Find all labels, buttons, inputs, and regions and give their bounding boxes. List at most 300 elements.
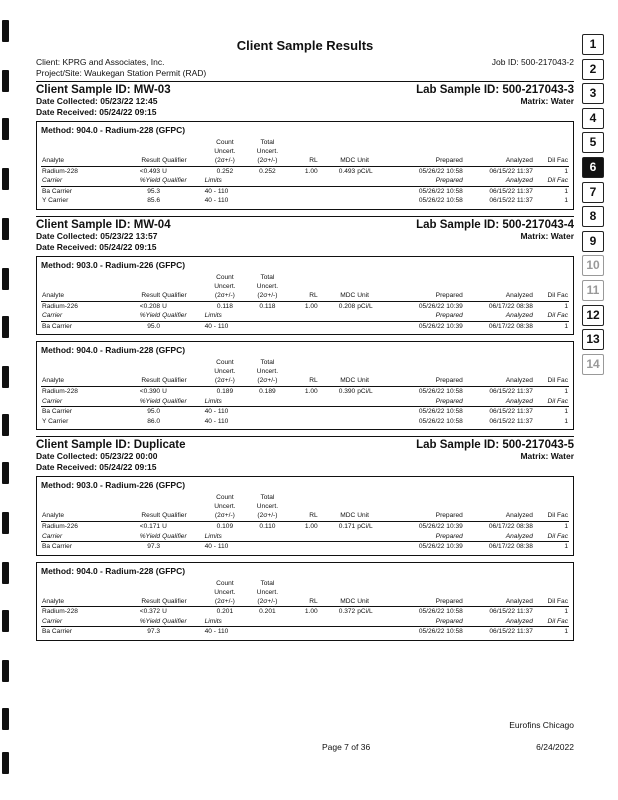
column-header-row: [41, 597, 569, 607]
column-header-sigma: (2σ+/-): [204, 291, 247, 301]
footer-left-spacer: [36, 742, 156, 752]
carrier-header-yield: %Yield: [119, 176, 162, 186]
carrier-yield: 86.0: [147, 417, 161, 425]
carrier-qualifier: [161, 417, 204, 427]
uncert-header: Uncert.: [256, 282, 279, 290]
header-spacer: [119, 493, 162, 502]
carrier-header-yield: %Yield: [119, 617, 162, 627]
column-header-result: Result: [119, 597, 162, 607]
header-spacer: [534, 138, 569, 147]
results-table: [41, 493, 569, 551]
carrier-header-qualifier: Qualifier: [161, 617, 204, 627]
method-title: Method: 903.0 - Radium-226 (GFPC): [41, 480, 186, 491]
carrier-header-carrier: Carrier: [41, 532, 119, 542]
column-header-result: Result: [119, 291, 162, 301]
carrier-header-limits: Limits: [204, 176, 247, 186]
column-header-rl: RL: [289, 291, 319, 301]
carrier-analyzed: 06/17/22 08:38: [488, 543, 533, 551]
header-spacer: [289, 579, 319, 588]
edge-mark: [2, 118, 9, 140]
header-spacer: [534, 282, 569, 291]
header-spacer: [356, 282, 389, 291]
carrier-header-prepared: Prepared: [389, 311, 464, 321]
carrier-header-qualifier: Qualifier: [161, 397, 204, 407]
method-box: [36, 256, 574, 335]
tab-10[interactable]: 10: [582, 255, 604, 276]
total-header: Total: [260, 273, 275, 281]
header-spacer: [464, 282, 534, 291]
carrier-prepared: 05/26/22 10:58: [418, 417, 463, 425]
header-spacer: [161, 579, 204, 588]
matrix: Matrix: Water: [520, 96, 574, 106]
sample-divider: [36, 216, 574, 217]
tab-4[interactable]: 4: [582, 108, 604, 129]
carrier-spacer: [319, 542, 357, 552]
cell-unit: pCi/L: [357, 302, 373, 310]
column-header-sigma: (2σ+/-): [204, 376, 247, 386]
collected-line: [36, 231, 574, 242]
carrier-header-dil: Dil Fac: [534, 532, 569, 542]
carrier-analyzed: 06/15/22 11:37: [489, 408, 533, 416]
super-header-row: [41, 138, 569, 147]
header-spacer: [534, 273, 569, 282]
tab-7[interactable]: 7: [582, 182, 604, 203]
column-header-sigma: (2σ+/-): [204, 511, 247, 521]
cell-mdc: 0.208: [338, 302, 356, 310]
carrier-prepared: 05/26/22 10:39: [418, 543, 463, 551]
cell-analyzed: 06/17/22 08:38: [488, 302, 533, 310]
column-header-unit: Unit: [356, 376, 389, 386]
column-header-row: [41, 376, 569, 386]
carrier-name: Y Carrier: [42, 417, 69, 425]
cell-rl: 1.00: [304, 522, 318, 530]
header-spacer: [464, 138, 534, 147]
carrier-header-yield: %Yield: [119, 532, 162, 542]
header-spacer: [41, 588, 119, 597]
carrier-header-row: [41, 311, 569, 321]
column-header-unit: Unit: [356, 597, 389, 607]
header-spacer: [161, 493, 204, 502]
header-spacer: [464, 588, 534, 597]
header-spacer: [356, 588, 389, 597]
count-header: Count: [216, 494, 234, 502]
carrier-spacer: [356, 627, 389, 637]
carrier-row: [41, 542, 569, 552]
tab-6[interactable]: 6: [582, 157, 604, 178]
method-box: [36, 476, 574, 555]
method-title: Method: 904.0 - Radium-228 (GFPC): [41, 565, 186, 576]
carrier-header-row: [41, 617, 569, 627]
header-spacer: [464, 493, 534, 502]
column-header-unit: Unit: [356, 511, 389, 521]
matrix: Matrix: Water: [520, 451, 574, 462]
cell-unit: pCi/L: [357, 608, 373, 616]
carrier-name: Ba Carrier: [42, 408, 73, 416]
header-spacer: [289, 147, 319, 156]
tab-5[interactable]: 5: [582, 132, 604, 153]
table-row: [41, 386, 569, 396]
sample-section: [36, 439, 574, 641]
column-header-analyte: Analyte: [41, 291, 119, 301]
carrier-header-spacer: [356, 532, 389, 542]
job-id: Job ID: 500-217043-2: [491, 57, 574, 67]
table-row: [41, 301, 569, 311]
tab-14[interactable]: 14: [582, 354, 604, 375]
project-line: [36, 68, 574, 79]
column-header-mdc: MDC: [319, 291, 357, 301]
carrier-spacer: [356, 196, 389, 206]
carrier-header-qualifier: Qualifier: [161, 532, 204, 542]
super-header-row: [41, 493, 569, 502]
cell-rl: 1.00: [304, 167, 318, 175]
header-spacer: [319, 502, 357, 511]
header-spacer: [119, 367, 162, 376]
header-spacer: [319, 138, 357, 147]
carrier-dil: 1: [564, 322, 568, 330]
carrier-qualifier: [161, 196, 204, 206]
edge-mark: [2, 610, 9, 632]
column-header-sigma: (2σ+/-): [246, 511, 289, 521]
edge-mark: [2, 366, 9, 388]
footer-date: 6/24/2022: [536, 742, 574, 752]
cell-count: 0.252: [216, 167, 234, 175]
carrier-spacer: [356, 542, 389, 552]
column-header-qualifier: Qualifier: [161, 597, 204, 607]
header-spacer: [534, 502, 569, 511]
date-received: Date Received: 05/24/22 09:15: [36, 462, 157, 473]
column-header-row: [41, 156, 569, 166]
cell-rl: 1.00: [304, 387, 318, 395]
method-box: [36, 121, 574, 210]
carrier-analyzed: 06/17/22 08:38: [488, 322, 533, 330]
column-header-analyte: Analyte: [41, 156, 119, 166]
cell-unit: pCi/L: [357, 387, 373, 395]
sample-header: [36, 84, 574, 96]
header-spacer: [356, 367, 389, 376]
tab-13[interactable]: 13: [582, 329, 604, 350]
carrier-header-analyzed: Analyzed: [464, 532, 534, 542]
cell-total: 0.201: [259, 608, 276, 616]
carrier-header-spacer: [356, 176, 389, 186]
carrier-header-limits: Limits: [204, 397, 247, 407]
sample-section: [36, 219, 574, 437]
cell-prepared: 05/26/22 10:39: [418, 302, 463, 310]
carrier-spacer: [356, 321, 389, 331]
carrier-prepared: 05/26/22 10:58: [418, 197, 463, 205]
tab-9[interactable]: 9: [582, 231, 604, 252]
column-header-row: [41, 511, 569, 521]
edge-mark: [2, 20, 9, 42]
cell-count: 0.109: [216, 522, 234, 530]
tab-11[interactable]: 11: [582, 280, 604, 301]
tab-3[interactable]: 3: [582, 83, 604, 104]
uncert-header: Uncert.: [256, 503, 279, 511]
carrier-header-spacer: [246, 617, 289, 627]
carrier-header-yield: %Yield: [119, 397, 162, 407]
results-table: [41, 579, 569, 637]
count-header: Count: [216, 579, 234, 587]
carrier-header-limits: Limits: [204, 617, 247, 627]
carrier-spacer: [246, 186, 289, 196]
carrier-header-spacer: [246, 176, 289, 186]
carrier-header-spacer: [289, 397, 319, 407]
carrier-header-spacer: [289, 617, 319, 627]
carrier-header-analyzed: Analyzed: [464, 397, 534, 407]
edge-mark: [2, 268, 9, 290]
carrier-spacer: [289, 196, 319, 206]
client-line: [36, 57, 574, 68]
uncert-header: Uncert.: [214, 282, 236, 290]
carrier-yield: 85.6: [147, 197, 161, 205]
cell-analyte: Radium-228: [42, 167, 78, 175]
carrier-header-qualifier: Qualifier: [161, 176, 204, 186]
header-spacer: [41, 273, 119, 282]
carrier-dil: 1: [564, 408, 568, 416]
carrier-spacer: [319, 417, 357, 427]
cell-result: <0.171: [139, 522, 161, 530]
carrier-row: [41, 407, 569, 417]
matrix: Matrix: Water: [520, 230, 574, 241]
header-spacer: [289, 358, 319, 367]
carrier-spacer: [289, 407, 319, 417]
results-table: [41, 358, 569, 426]
table-row: [41, 607, 569, 617]
edge-mark: [2, 562, 9, 584]
column-header-prepared: Prepared: [389, 376, 464, 386]
cell-dil: 1: [564, 302, 568, 310]
tab-12[interactable]: 12: [582, 305, 604, 326]
column-header-sigma: (2σ+/-): [204, 156, 247, 166]
date-collected: Date Collected: 05/23/22 12:45: [36, 96, 158, 106]
cell-dil: 1: [564, 167, 568, 175]
carrier-qualifier: [161, 407, 204, 417]
cell-total: 0.189: [259, 387, 276, 395]
uncert-header: Uncert.: [214, 368, 236, 376]
samples-container: [36, 84, 574, 641]
carrier-row: [41, 321, 569, 331]
header-spacer: [41, 282, 119, 291]
column-header-unit: Unit: [356, 291, 389, 301]
column-header-dil: Dil Fac: [534, 291, 569, 301]
carrier-header-row: [41, 532, 569, 542]
header-spacer: [289, 367, 319, 376]
results-table: [41, 273, 569, 331]
carrier-header-carrier: Carrier: [41, 397, 119, 407]
header-spacer: [119, 138, 162, 147]
column-header-analyte: Analyte: [41, 511, 119, 521]
uncert-header: Uncert.: [214, 503, 236, 511]
carrier-qualifier: [161, 542, 204, 552]
carrier-qualifier: [161, 321, 204, 331]
header-spacer: [356, 273, 389, 282]
carrier-spacer: [289, 417, 319, 427]
header-spacer: [319, 588, 357, 597]
column-header-prepared: Prepared: [389, 156, 464, 166]
carrier-spacer: [289, 321, 319, 331]
carrier-spacer: [319, 196, 357, 206]
sample-section: [36, 84, 574, 217]
carrier-qualifier: [161, 186, 204, 196]
carrier-header-analyzed: Analyzed: [464, 311, 534, 321]
carrier-header-spacer: [356, 311, 389, 321]
carrier-limits: 40 - 110: [204, 543, 229, 551]
column-header-qualifier: Qualifier: [161, 376, 204, 386]
column-header-analyte: Analyte: [41, 376, 119, 386]
carrier-header-dil: Dil Fac: [534, 397, 569, 407]
column-header-mdc: MDC: [319, 511, 357, 521]
cell-mdc: 0.390: [338, 387, 356, 395]
header-spacer: [41, 502, 119, 511]
column-header-rl: RL: [289, 156, 319, 166]
carrier-header-dil: Dil Fac: [534, 176, 569, 186]
column-header-result: Result: [119, 156, 162, 166]
cell-result: <0.390: [139, 387, 161, 395]
carrier-header-carrier: Carrier: [41, 617, 119, 627]
carrier-analyzed: 06/15/22 11:37: [489, 187, 533, 195]
cell-count: 0.189: [216, 387, 234, 395]
carrier-header-analyzed: Analyzed: [464, 176, 534, 186]
column-header-qualifier: Qualifier: [161, 511, 204, 521]
carrier-header-prepared: Prepared: [389, 617, 464, 627]
header-spacer: [534, 358, 569, 367]
column-header-prepared: Prepared: [389, 291, 464, 301]
header-spacer: [356, 502, 389, 511]
cell-result: <0.372: [139, 608, 161, 616]
header-spacer: [534, 493, 569, 502]
header-spacer: [464, 502, 534, 511]
sample-header: [36, 219, 574, 231]
column-header-dil: Dil Fac: [534, 156, 569, 166]
carrier-header-dil: Dil Fac: [534, 311, 569, 321]
carrier-header-analyzed: Analyzed: [464, 617, 534, 627]
carrier-yield: 95.3: [147, 187, 161, 195]
carrier-header-spacer: [356, 397, 389, 407]
cell-qualifier: U: [162, 608, 167, 616]
cell-analyzed: 06/15/22 11:37: [489, 167, 533, 175]
header-spacer: [319, 282, 357, 291]
carrier-yield: 97.3: [147, 628, 161, 636]
uncert-header: Uncert.: [214, 148, 236, 155]
cell-mdc: 0.171: [338, 522, 356, 530]
method-title: Method: 904.0 - Radium-228 (GFPC): [41, 125, 186, 135]
tab-1[interactable]: 1: [582, 34, 604, 55]
carrier-spacer: [289, 542, 319, 552]
carrier-header-spacer: [246, 532, 289, 542]
super-header-row: [41, 502, 569, 511]
header-spacer: [289, 493, 319, 502]
cell-unit: pCi/L: [357, 167, 373, 175]
column-header-rl: RL: [289, 511, 319, 521]
header-spacer: [464, 358, 534, 367]
carrier-name: Ba Carrier: [42, 543, 73, 551]
header-spacer: [464, 273, 534, 282]
tab-8[interactable]: 8: [582, 206, 604, 227]
header-spacer: [289, 282, 319, 291]
edge-mark: [2, 660, 9, 682]
cell-analyzed: 06/17/22 08:38: [488, 522, 533, 530]
column-header-sigma: (2σ+/-): [204, 597, 247, 607]
header-spacer: [289, 138, 319, 147]
tab-2[interactable]: 2: [582, 59, 604, 80]
column-header-analyzed: Analyzed: [464, 597, 534, 607]
header-spacer: [41, 493, 119, 502]
carrier-spacer: [246, 196, 289, 206]
cell-qualifier: U: [162, 387, 167, 395]
carrier-header-row: [41, 397, 569, 407]
carrier-limits: 40 - 110: [204, 187, 229, 195]
header-spacer: [356, 579, 389, 588]
carrier-header-spacer: [319, 617, 357, 627]
carrier-header-spacer: [246, 311, 289, 321]
header-spacer: [534, 588, 569, 597]
carrier-spacer: [319, 407, 357, 417]
carrier-spacer: [356, 186, 389, 196]
column-header-dil: Dil Fac: [534, 597, 569, 607]
page-footer: [36, 720, 574, 752]
carrier-header-spacer: [289, 176, 319, 186]
lab-sample-id: Lab Sample ID: 500-217043-5: [416, 439, 574, 452]
footer-page-number: Page 7 of 36: [321, 742, 371, 752]
received-line: [36, 107, 574, 118]
column-header-rl: RL: [289, 597, 319, 607]
header-spacer: [41, 358, 119, 367]
edge-mark: [2, 168, 9, 190]
cell-analyte: Radium-226: [42, 302, 78, 310]
header-spacer: [356, 147, 389, 156]
carrier-prepared: 05/26/22 10:58: [418, 628, 463, 636]
carrier-dil: 1: [564, 417, 568, 425]
column-header-analyte: Analyte: [41, 597, 119, 607]
report-title: Client Sample Results: [236, 38, 374, 53]
count-header: Count: [216, 273, 234, 281]
carrier-header-qualifier: Qualifier: [161, 311, 204, 321]
collected-line: [36, 451, 574, 462]
count-header: Count: [216, 359, 234, 367]
header-spacer: [41, 579, 119, 588]
header-spacer: [319, 579, 357, 588]
carrier-header-limits: Limits: [204, 532, 247, 542]
cell-analyte: Radium-228: [42, 387, 78, 395]
column-header-dil: Dil Fac: [534, 376, 569, 386]
cell-rl: 1.00: [304, 302, 318, 310]
cell-qualifier: U: [162, 302, 167, 310]
header-spacer: [41, 147, 119, 156]
carrier-prepared: 05/26/22 10:58: [418, 408, 463, 416]
sample-header: [36, 439, 574, 451]
carrier-header-prepared: Prepared: [389, 397, 464, 407]
header-spacer: [389, 493, 464, 502]
header-spacer: [389, 282, 464, 291]
carrier-header-spacer: [319, 311, 357, 321]
header-spacer: [161, 147, 204, 156]
header-spacer: [119, 282, 162, 291]
carrier-header-yield: %Yield: [119, 311, 162, 321]
cell-total: 0.118: [259, 302, 276, 310]
carrier-header-carrier: Carrier: [41, 311, 119, 321]
column-header-prepared: Prepared: [389, 511, 464, 521]
header-spacer: [534, 579, 569, 588]
header-spacer: [356, 138, 389, 147]
column-header-mdc: MDC: [319, 597, 357, 607]
carrier-spacer: [319, 627, 357, 637]
table-row: [41, 166, 569, 176]
cell-dil: 1: [564, 608, 568, 616]
header-spacer: [119, 358, 162, 367]
uncert-header: Uncert.: [256, 148, 279, 155]
super-header-row: [41, 367, 569, 376]
binding-edge-marks: [0, 0, 14, 800]
carrier-header-spacer: [289, 532, 319, 542]
